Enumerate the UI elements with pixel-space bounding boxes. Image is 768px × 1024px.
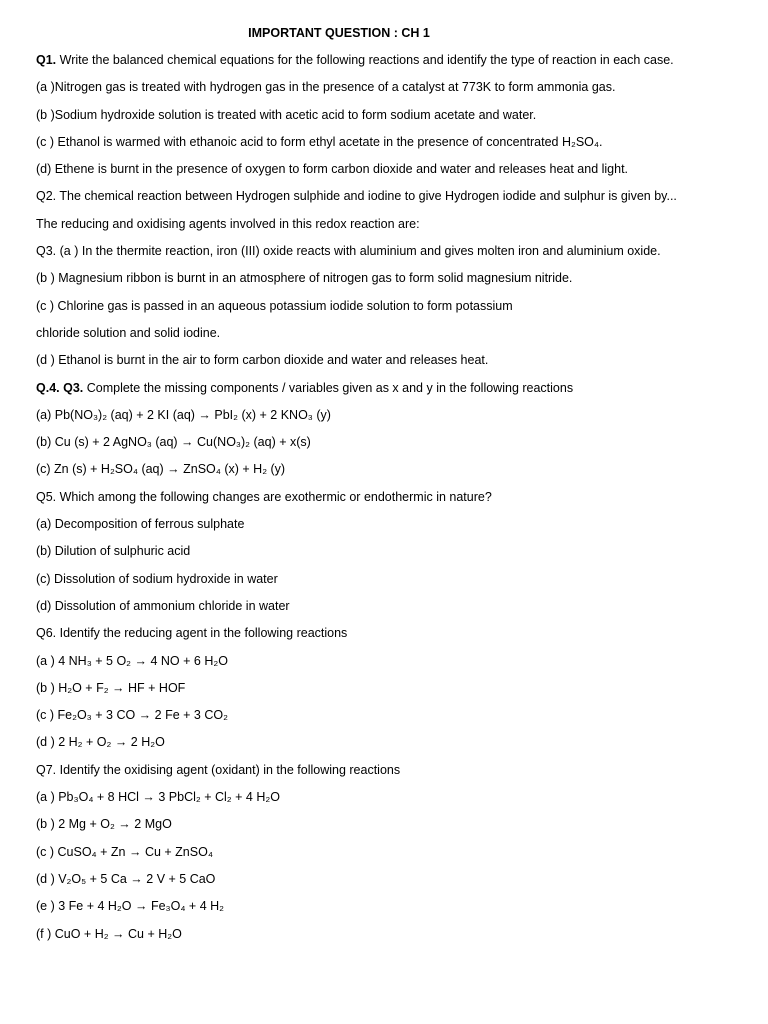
question-line: Q7. Identify the oxidising agent (oxidant) in the following reactions <box>36 762 401 777</box>
question-number: Q1. <box>36 53 57 67</box>
question-line: Q2. The chemical reaction between Hydrogen sulphide and iodine to give Hydrogen iodide and sulphur is given by... <box>36 189 677 204</box>
question-line: The reducing and oxidising agents involved in this redox reaction are: <box>36 216 420 231</box>
question-line: (e ) 3 Fe + 4 H₂O → Fe₃O₄ + 4 H₂ <box>36 899 225 914</box>
question-line: Q6. Identify the reducing agent in the following reactions <box>36 626 348 641</box>
question-line <box>36 380 736 407</box>
question-line: (b) Dilution of sulphuric acid <box>36 544 191 559</box>
question-line: (c ) Fe₂O₃ + 3 CO → 2 Fe + 3 CO₂ <box>36 708 228 723</box>
question-line: (a )Nitrogen gas is treated with hydrogen gas in the presence of a catalyst at 773K to form ammonia gas. <box>36 80 616 95</box>
question-line: (b ) Magnesium ribbon is burnt in an atmosphere of nitrogen gas to form solid magnesium nitride. <box>36 271 573 286</box>
question-line: (a ) 4 NH₃ + 5 O₂ → 4 NO + 6 H₂O <box>36 653 228 668</box>
question-line: (d ) Ethanol is burnt in the air to form carbon dioxide and water and releases heat. <box>36 353 489 368</box>
question-line: (b ) H₂O + F₂ → HF + HOF <box>36 680 186 695</box>
question-line: (b )Sodium hydroxide solution is treated with acetic acid to form sodium acetate and water. <box>36 107 537 122</box>
question-line: (c ) CuSO₄ + Zn → Cu + ZnSO₄ <box>36 844 213 859</box>
question-line: (d) Ethene is burnt in the presence of oxygen to form carbon dioxide and water and releases heat and light. <box>36 162 629 177</box>
question-line: (d ) V₂O₅ + 5 Ca → 2 V + 5 CaO <box>36 871 216 886</box>
question-list <box>36 52 736 953</box>
question-line: (d ) 2 H₂ + O₂ → 2 H₂O <box>36 735 165 750</box>
question-line: Q5. Which among the following changes are exothermic or endothermic in nature? <box>36 489 492 504</box>
question-line <box>36 52 736 79</box>
question-line: (a ) Pb₃O₄ + 8 HCl → 3 PbCl₂ + Cl₂ + 4 H₂O <box>36 790 280 805</box>
question-number: Q.4. Q3. <box>36 380 84 395</box>
question-line: (c ) Chlorine gas is passed in an aqueous potassium iodide solution to form potassium <box>36 298 513 313</box>
question-text: Complete the missing components / variables given as x and y in the following reactions <box>83 380 574 395</box>
question-line: (a) Decomposition of ferrous sulphate <box>36 517 245 532</box>
page-title: IMPORTANT QUESTION : CH 1 <box>248 26 430 40</box>
question-line: chloride solution and solid iodine. <box>36 325 221 340</box>
question-line: (f ) CuO + H₂ → Cu + H₂O <box>36 926 182 941</box>
question-text: Write the balanced chemical equations for the following reactions and identify the type of reaction in each case. <box>56 53 674 67</box>
question-line: Q3. (a ) In the thermite reaction, iron (III) oxide reacts with aluminium and gives molten iron and aluminium oxide. <box>36 244 661 259</box>
question-line: (c ) Ethanol is warmed with ethanoic acid to form ethyl acetate in the presence of concentrated H₂SO₄. <box>36 134 603 149</box>
question-line: (c) Zn (s) + H₂SO₄ (aq) → ZnSO₄ (x) + H₂ (y) <box>36 462 286 477</box>
question-line: (c) Dissolution of sodium hydroxide in water <box>36 571 278 586</box>
question-line: (a) Pb(NO₃)₂ (aq) + 2 KI (aq) → PbI₂ (x) + 2 KNO₃ (y) <box>36 407 331 422</box>
question-line: (b) Cu (s) + 2 AgNO₃ (aq) → Cu(NO₃)₂ (aq) + x(s) <box>36 435 311 450</box>
question-line: (b ) 2 Mg + O₂ → 2 MgO <box>36 817 172 832</box>
question-line: (d) Dissolution of ammonium chloride in water <box>36 598 290 613</box>
